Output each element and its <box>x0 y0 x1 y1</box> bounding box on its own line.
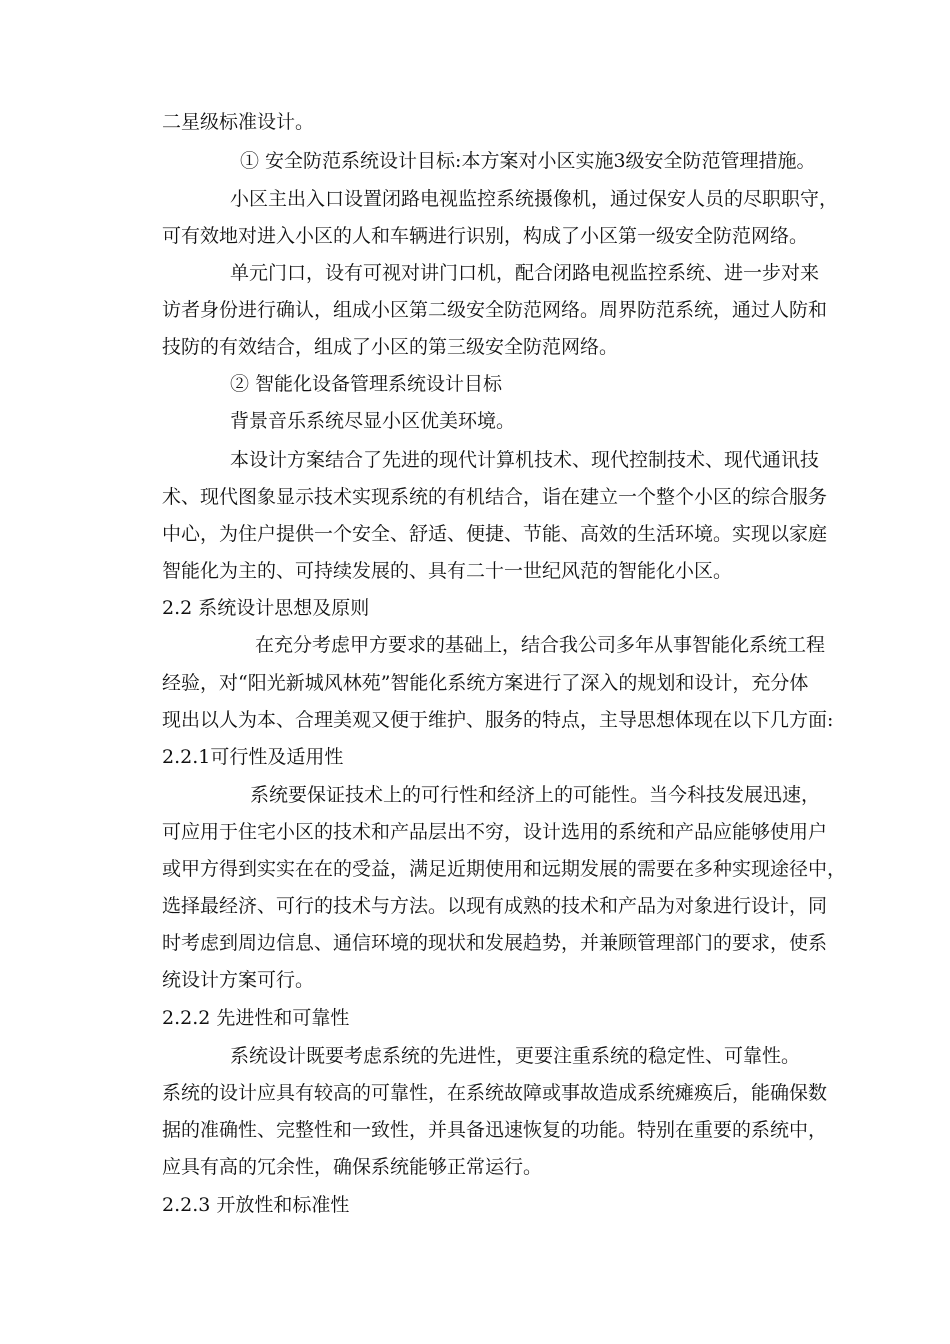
body-text-line: 在充分考虑甲方要求的基础上，结合我公司多年从事智能化系统工程 <box>255 634 826 656</box>
body-text-line: 单元门口，设有可视对讲门口机，配合闭路电视监控系统、进一步对来 <box>230 262 820 284</box>
body-text-line: 小区主出入口设置闭路电视监控系统摄像机，通过保安人员的尽职职守， <box>230 188 839 210</box>
body-text-line: 应具有高的冗余性，确保系统能够正常运行。 <box>162 1156 543 1178</box>
body-text-line: 系统要保证技术上的可行性和经济上的可能性。当今科技发展迅速， <box>250 784 821 806</box>
body-text-line: 可有效地对进入小区的人和车辆进行识别，构成了小区第一级安全防范网络。 <box>162 225 809 247</box>
body-text-line: 中心，为住户提供一个安全、舒适、便捷、节能、高效的生活环境。实现以家庭 <box>162 523 828 545</box>
body-text-line: 术、现代图象显示技术实现系统的有机结合，诣在建立一个整个小区的综合服务 <box>162 486 828 508</box>
list-item-security-goal: ① 安全防范系统设计目标:本方案对小区实施3级安全防范管理措施。 <box>240 150 816 172</box>
section-heading-2-2-3: 2.2.3 开放性和标准性 <box>162 1194 350 1216</box>
body-text-line: 选择最经济、可行的技术与方法。以现有成熟的技术和产品为对象进行设计，同 <box>162 895 828 917</box>
section-heading-2-2-1: 2.2.1可行性及适用性 <box>162 746 344 768</box>
section-heading-2-2: 2.2 系统设计思想及原则 <box>162 597 370 619</box>
body-text-line: 或甲方得到实实在在的受益，满足近期使用和远期发展的需要在多种实现途径中， <box>162 858 847 880</box>
body-text-line: 背景音乐系统尽显小区优美环境。 <box>230 410 516 432</box>
section-heading-2-2-2: 2.2.2 先进性和可靠性 <box>162 1007 350 1029</box>
list-item-device-goal: ② 智能化设备管理系统设计目标 <box>230 373 503 395</box>
body-text-line: 据的准确性、完整性和一致性，并具备迅速恢复的功能。特别在重要的系统中， <box>162 1119 828 1141</box>
body-text-line: 二星级标准设计。 <box>162 111 315 133</box>
body-text-line: 现出以人为本、合理美观又便于维护、服务的特点，主导思想体现在以下几方面: <box>162 709 834 731</box>
body-text-line: 智能化为主的、可持续发展的、具有二十一世纪风范的智能化小区。 <box>162 560 733 582</box>
body-text-line: 系统的设计应具有较高的可靠性，在系统故障或事故造成系统瘫痪后，能确保数 <box>162 1082 828 1104</box>
body-text-line: 时考虑到周边信息、通信环境的现状和发展趋势，并兼顾管理部门的要求，使系 <box>162 932 828 954</box>
body-text-line: 系统设计既要考虑系统的先进性，更要注重系统的稳定性、可靠性。 <box>230 1045 801 1067</box>
body-text-line: 访者身份进行确认，组成小区第二级安全防范网络。周界防范系统，通过人防和 <box>162 299 828 321</box>
body-text-line: 可应用于住宅小区的技术和产品层出不穷，设计选用的系统和产品应能够使用户 <box>162 821 828 843</box>
body-text-line: 本设计方案结合了先进的现代计算机技术、现代控制技术、现代通讯技 <box>230 449 820 471</box>
body-text-line: 经验，对“阳光新城风林苑”智能化系统方案进行了深入的规划和设计，充分体 <box>162 672 809 694</box>
body-text-line: 统设计方案可行。 <box>162 969 315 991</box>
body-text-line: 技防的有效结合，组成了小区的第三级安全防范网络。 <box>162 336 619 358</box>
